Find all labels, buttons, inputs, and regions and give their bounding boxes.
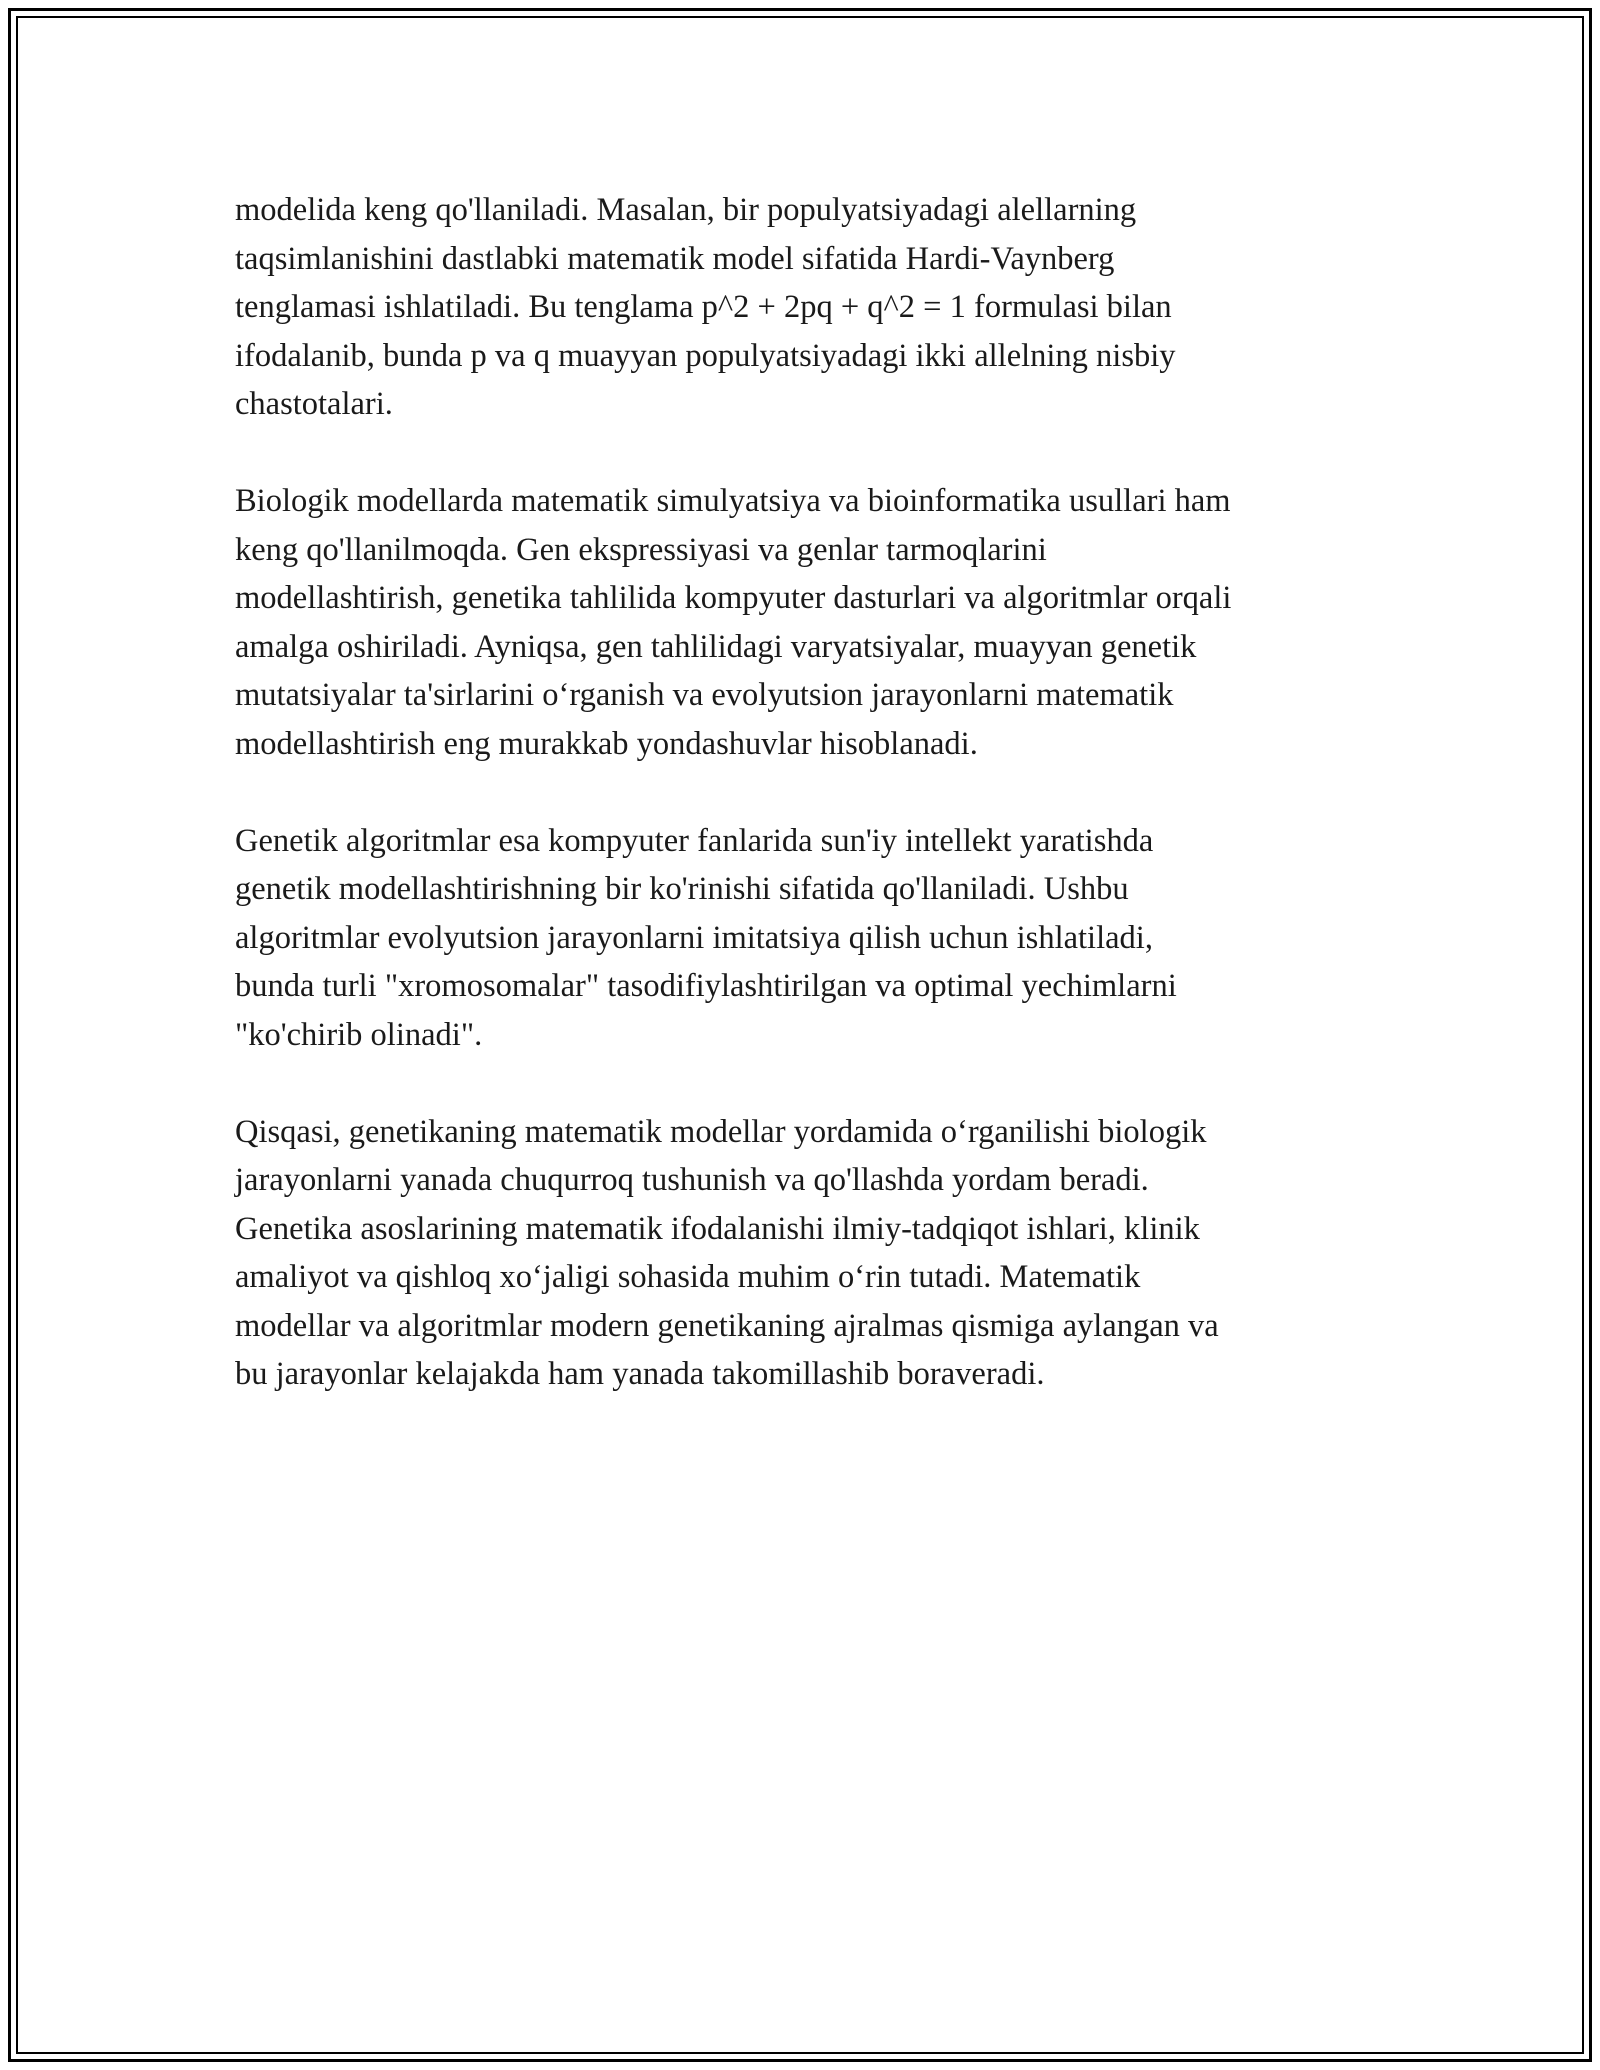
paragraph-3: Genetik algoritmlar esa kompyuter fanlarida sun'iy intellekt yaratishda genetik modellashtirishning bir ko'rinishi sifatida qo'llaniladi. Ushbu algoritmlar evolyutsion jarayonlarni imitatsiya qilish uchun ishlatiladi, bunda turli "xromosomalar" tasodifiylashtirilgan va optimal yechimlarni "ko'chirib olinadi". <box>235 822 1177 1053</box>
paragraph-1: modelida keng qo'llaniladi. Masalan, bir populyatsiyadagi alellarning taqsimlanishini dastlabki matematik model sifatida Hardi-Vaynberg tenglamasi ishlatiladi. Bu tenglama p^2 + 2pq + q^2 = 1 formulasi bilan ifodalanib, bunda p va q muayyan populyatsiyadagi ikki allelning nisbiy chastotalari. <box>235 192 1176 422</box>
document-body <box>235 186 1395 1447</box>
paragraph-4: Qisqasi, genetikaning matematik modellar yordamida o‘rganilishi biologik jarayonlarni yanada chuqurroq tushunish va qo'llashda yordam beradi. Genetika asoslarining matematik ifodalanishi ilmiy-tadqiqot ishlari, klinik amaliyot va qishloq xo‘jaligi sohasida muhim o‘rin tutadi. Matematik modellar va algoritmlar modern genetikaning ajralmas qismiga aylangan va bu jarayonlar kelajakda ham yanada takomillashib boraveradi. <box>235 1113 1219 1392</box>
paragraph-2: Biologik modellarda matematik simulyatsiya va bioinformatika usullari ham keng qo'llanilmoqda. Gen ekspressiyasi va genlar tarmoqlarini modellashtirish, genetika tahlilida kompyuter dasturlari va algoritmlar orqali amalga oshiriladi. Ayniqsa, gen tahlilidagi varyatsiyalar, muayyan genetik mutatsiyalar ta'sirlarini o‘rganish va evolyutsion jarayonlarni matematik modellashtirish eng murakkab yondashuvlar hisoblanadi. <box>235 483 1232 762</box>
